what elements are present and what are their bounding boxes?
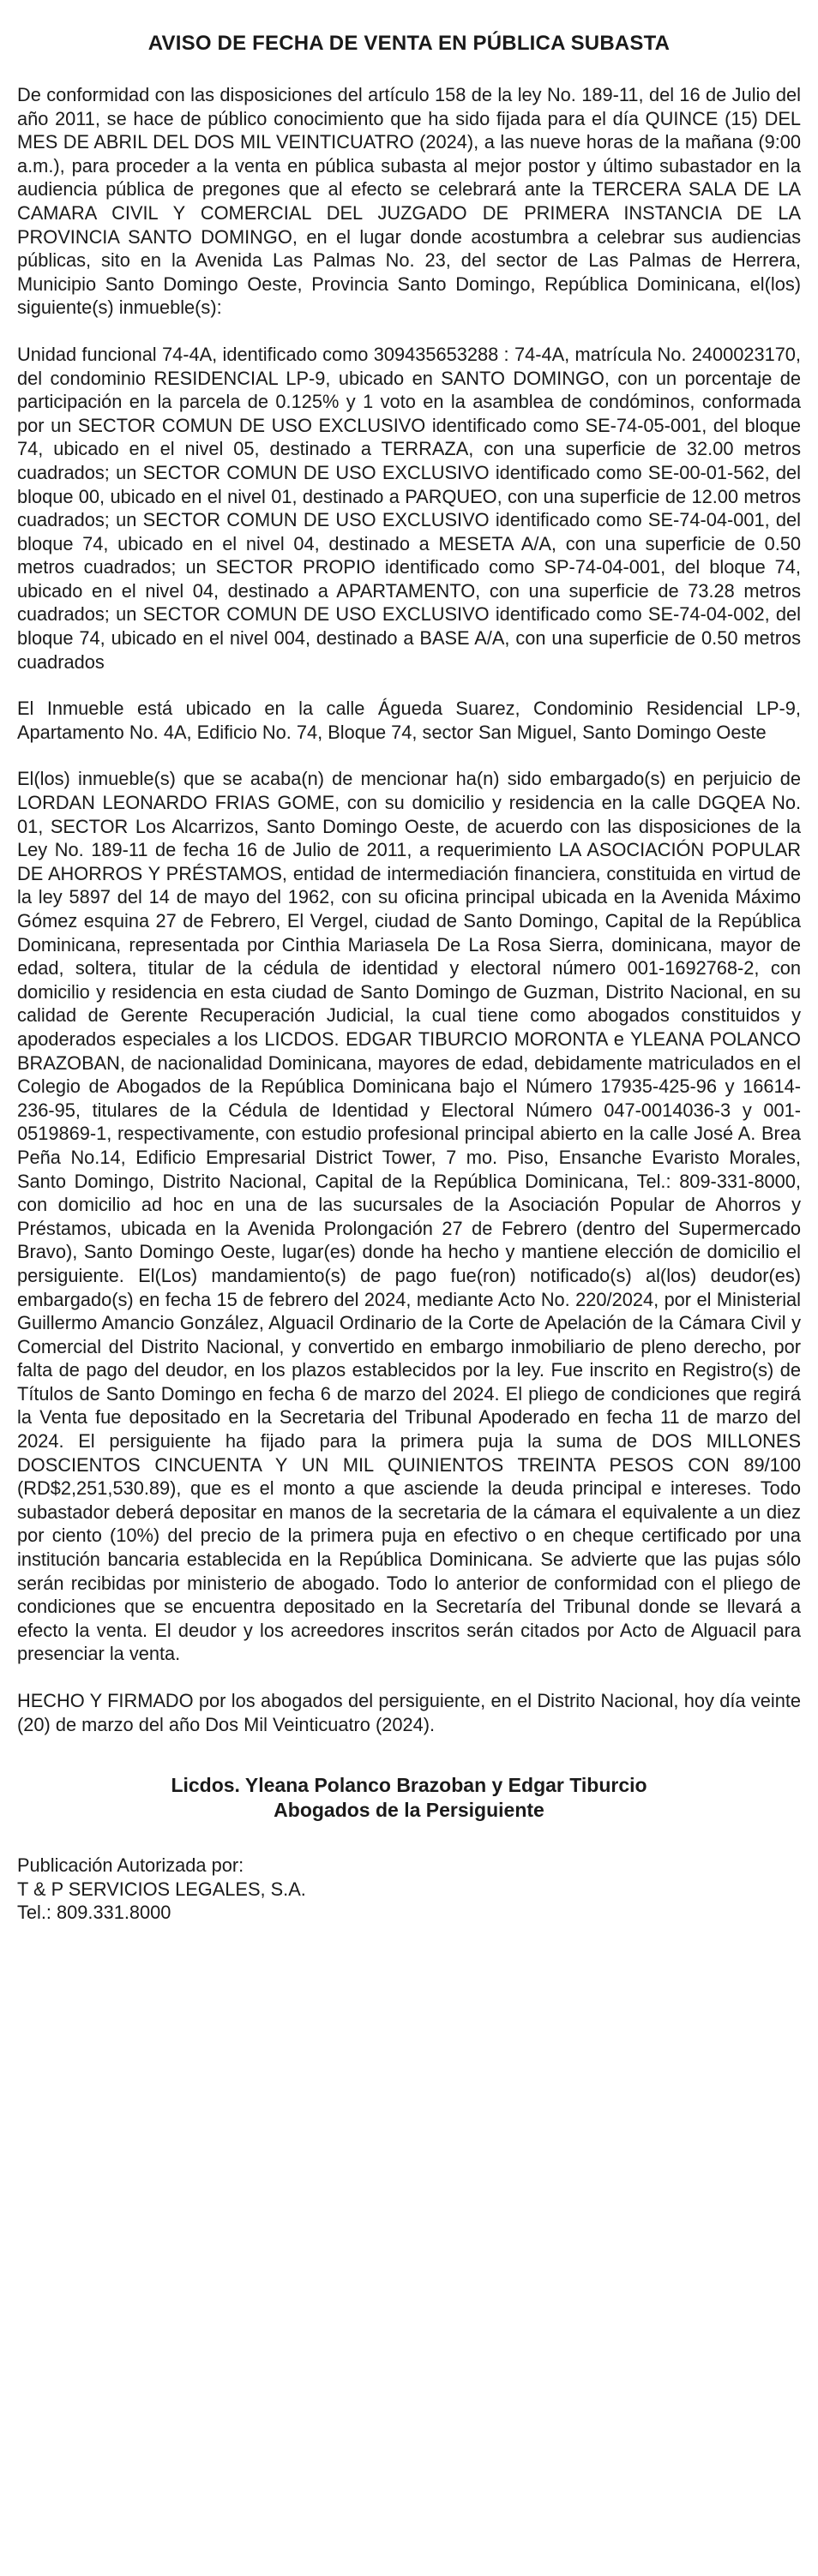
property-description-paragraph: Unidad funcional 74-4A, identificado como 309435653288 : 74-4A, matrícula No. 2400023170, del condominio RESIDENCIAL LP-9, ubicado en SANTO DOMINGO, con un porcentaje de participación en la parcela de 0.125% y 1 voto en la asamblea de condóminos, conformada por un SECTOR COMUN DE USO EXCLUSIVO identificado como SE-74-05-001, del bloque 74, ubicado en el nivel 05, destinado a TERRAZA, con una superficie de 32.00 metros cuadrados; un SECTOR COMUN DE USO EXCLUSIVO identificado como SE-00-01-562, del bloque 00, ubicado en el nivel 01, destinado a PARQUEO, con una superficie de 12.00 metros cuadrados; un SECTOR COMUN DE USO EXCLUSIVO identificado como SE-74-04-001, del bloque 74, ubicado en el nivel 04, destinado a MESETA A/A, con una superficie de 0.50 metros cuadrados; un SECTOR PROPIO identificado como SP-74-04-001, del bloque 74, ubicado en el nivel 04, destinado a APARTAMENTO, con una superficie de 73.28 metros cuadrados; un SECTOR COMUN DE USO EXCLUSIVO identificado como SE-74-04-002, del bloque 74, ubicado en el nivel 004, destinado a BASE A/A, con una superficie de 0.50 metros cuadrados (17, 343, 801, 673)
seizure-details-paragraph: El(los) inmueble(s) que se acaba(n) de mencionar ha(n) sido embargado(s) en perjuicio de LORDAN LEONARDO FRIAS GOME, con su domicilio y residencia en la calle DGQEA No. 01, SECTOR Los Alcarrizos, Santo Domingo Oeste, de acuerdo con las disposiciones de la Ley No. 189-11 de fecha 16 de Julio de 2011, a requerimiento LA ASOCIACIÓN POPULAR DE AHORROS Y PRÉSTAMOS, entidad de intermediación financiera, constituida en virtud de la ley 5897 del 14 de mayo del 1962, con su oficina principal ubicada en la Avenida Máximo Gómez esquina 27 de Febrero, El Vergel, ciudad de Santo Domingo, Capital de la República Dominicana, representada por Cinthia Mariasela De La Rosa Sierra, dominicana, mayor de edad, soltera, titular de la cédula de identidad y electoral número 001-1692768-2, con domicilio y residencia en esta ciudad de Santo Domingo de Guzman, Distrito Nacional, en su calidad de Gerente Recuperación Judicial, la cual tiene como abogados constituidos y apoderados especiales a los LICDOS. EDGAR TIBURCIO MORONTA e YLEANA POLANCO BRAZOBAN, de nacionalidad Dominicana, mayores de edad, debidamente matriculados en el Colegio de Abogados de la República Dominicana bajo el Número 17935-425-96 y 16614-236-95, titulares de la Cédula de Identidad y Electoral Número 047-0014036-3 y 001-0519869-1, respectivamente, con estudio profesional principal abierto en la calle José A. Brea Peña No.14, Edificio Empresarial District Tower, 7 mo. Piso, Ensanche Evaristo Morales, Santo Domingo, Distrito Nacional, Capital de la República Dominicana, Tel.: 809-331-8000, con domicilio ad hoc en una de las sucursales de la Asociación Popular de Ahorros y Préstamos, ubicada en la Avenida Prolongación 27 de Febrero (dentro del Supermercado Bravo), Santo Domingo Oeste, lugar(es) donde ha hecho y mantiene elección de domicilio el persiguiente. El(Los) mandamiento(s) de pago fue(ron) notificado(s) al(los) deudor(es) embargado(s) en fecha 15 de febrero del 2024, mediante Acto No. 220/2024, por el Ministerial Guillermo Amancio González, Alguacil Ordinario de la Corte de Apelación de la Cámara Civil y Comercial del Distrito Nacional, y convertido en embargo inmobiliario de pleno derecho, por falta de pago del deudor, en los plazos establecidos por la ley. Fue inscrito en Registro(s) de Títulos de Santo Domingo en fecha 6 de marzo del 2024. El pliego de condiciones que regirá la Venta fue depositado en la Secretaria del Tribunal Apoderado en fecha 11 de marzo del 2024. El persiguiente ha fijado para la primera puja la suma de DOS MILLONES DOSCIENTOS CINCUENTA Y UN MIL QUINIENTOS TREINTA PESOS CON 89/100 (RD$2,251,530.89), que es el monto a que asciende la deuda principal e intereses. Todo subastador deberá depositar en manos de la secretaria de la cámara el equivalente a un diez por ciento (10%) del precio de la primera puja en efectivo o en cheque certificado por una institución bancaria establecida en la República Dominicana. Se advierte que las pujas sólo serán recibidas por ministerio de abogado. Todo lo anterior de conformidad con el pliego de condiciones que se encuentra depositado en la Secretaría del Tribunal donde se llevará a efecto la venta. El deudor y los acreedores inscritos serán citados por Acto de Alguacil para presenciar la venta. (17, 768, 801, 1665)
intro-paragraph: De conformidad con las disposiciones del artículo 158 de la ley No. 189-11, del 16 de Julio del año 2011, se hace de público conocimiento que ha sido fijada para el día QUINCE (15) DEL MES DE ABRIL DEL DOS MIL VEINTICUATRO (2024), a las nueve horas de la mañana (9:00 a.m.), para proceder a la venta en pública subasta al mejor postor y último subastador en la audiencia pública de pregones que al efecto se celebrará ante la TERCERA SALA DE LA CAMARA CIVIL Y COMERCIAL DEL JUZGADO DE PRIMERA INSTANCIA DE LA PROVINCIA SANTO DOMINGO, en el lugar donde acostumbra a celebrar sus audiencias públicas, sito en la Avenida Las Palmas No. 23, del sector de Las Palmas de Herrera, Municipio Santo Domingo Oeste, Provincia Santo Domingo, República Dominicana, el(los) siguiente(s) inmueble(s): (17, 84, 801, 319)
signers-names: Licdos. Yleana Polanco Brazoban y Edgar Tiburcio (171, 1774, 647, 1797)
signers-role: Abogados de la Persiguiente (274, 1798, 544, 1821)
notice-title: AVISO DE FECHA DE VENTA EN PÚBLICA SUBASTA (147, 32, 671, 55)
authorized-label: Publicación Autorizada por: (17, 1854, 244, 1877)
signature-date-paragraph: HECHO Y FIRMADO por los abogados del persiguiente, en el Distrito Nacional, hoy día veinte (20) de marzo del año Dos Mil Veinticuatro (2024). (17, 1690, 801, 1735)
company-name: T & P SERVICIOS LEGALES, S.A. (17, 1878, 306, 1900)
property-location-paragraph: El Inmueble está ubicado en la calle Águeda Suarez, Condominio Residencial LP-9, Apartamento No. 4A, Edificio No. 74, Bloque 74, sector San Miguel, Santo Domingo Oeste (17, 698, 801, 743)
publication-footer (17, 1854, 801, 1925)
signers-block (17, 1773, 801, 1822)
company-phone: Tel.: 809.331.8000 (17, 1902, 171, 1924)
